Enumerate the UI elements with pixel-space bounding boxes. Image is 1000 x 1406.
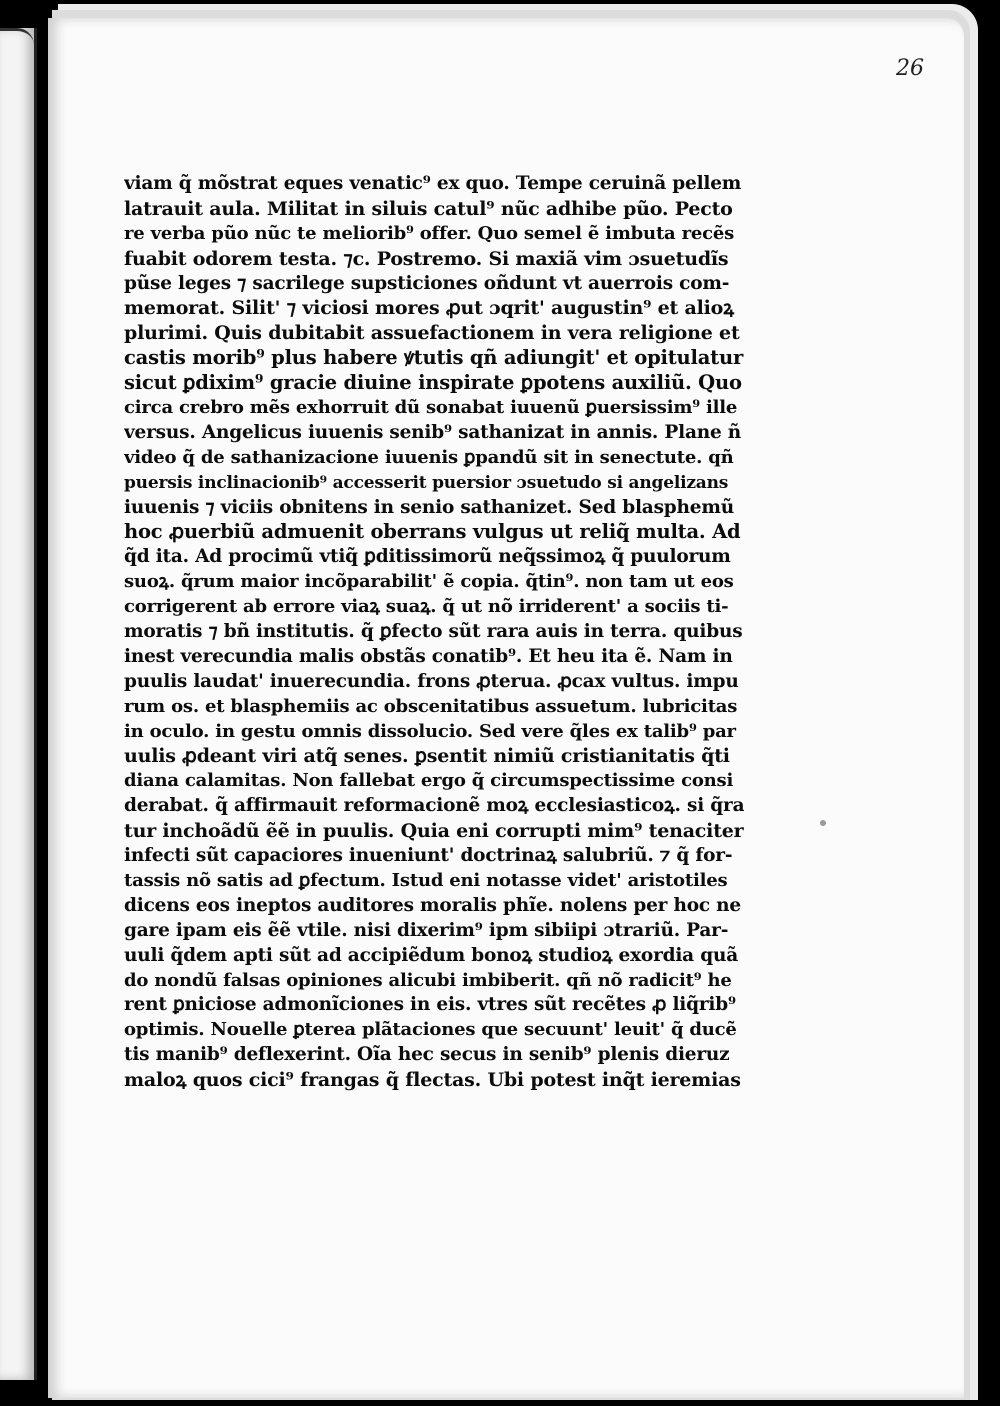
text-line: suoꝝ. q̃rum maior incõparabilit' ẽ copia. q̃tin⁹. non tam ut eos <box>124 571 734 593</box>
text-line: versus. Angelicus iuuenis senib⁹ sathanizat in annis. Plane ñ <box>124 421 742 443</box>
text-line: pũse leges ⁊ sacrilege supsticiones oñdunt vt auerrois com- <box>124 272 730 294</box>
text-line: gare ipam eis ẽẽ vtile. nisi dixerim⁹ ipm sibiipi ɔtrariũ. Par- <box>124 919 729 941</box>
text-line: sicut ꝑdixim⁹ gracie diuine inspirate ꝑpotens auxiliũ. Quo <box>124 371 742 395</box>
text-line: inest verecundia malis obstãs conatib⁹. Et heu ita ẽ. Nam in <box>124 645 733 667</box>
text-line: corrigerent ab errore viaꝝ suaꝝ. q̃ ut nõ irriderent' a sociis ti- <box>124 596 729 618</box>
text-line: derabat. q̃ affirmauit reformacionẽ moꝝ ecclesiasticoꝝ. si q̃ra <box>124 795 744 817</box>
left-facing-page-edge <box>0 28 37 1380</box>
text-line: circa crebro mẽs exhorruit dũ sonabat iuuenũ ꝑuersissim⁹ ille <box>124 397 738 419</box>
text-line: puulis laudat' inuerecundia. frons ꝓterua. ꝓcax vultus. impu <box>124 670 739 692</box>
text-line: rent ꝑniciose admonĩciones in eis. vtres sũt recẽtes ꝓ liq̃rib⁹ <box>124 994 736 1016</box>
text-line: tis manib⁹ deflexerint. Oĩa hec secus in senib⁹ plenis dieruz <box>124 1044 730 1066</box>
text-line: uulis ꝓdeant viri atq̃ senes. ꝑsentit nimiũ cristianitatis q̃ti <box>124 745 730 768</box>
text-line: castis morib⁹ plus habere ꝟtutis qñ adiungit' et opitulatur <box>124 346 744 370</box>
paper-speck <box>820 820 826 826</box>
text-line: infecti sũt capaciores inueniunt' doctrinaꝝ salubriũ. ⁊ q̃ for- <box>124 845 733 867</box>
text-line: re verba pũo nũc te meliorib⁹ offer. Quo semel ẽ imbuta recẽs <box>124 222 735 244</box>
text-line: tur inchoãdũ ẽẽ in puulis. Quia eni corrupti mim⁹ tenaciter <box>124 820 744 843</box>
text-line: do nondũ falsas opiniones alicubi imbiberit. qñ nõ radicit⁹ he <box>124 969 732 991</box>
folio-number: 26 <box>896 56 924 81</box>
text-line: optimis. Nouelle ꝑterea plãtaciones que secuunt' leuit' q̃ ducẽ <box>124 1019 737 1041</box>
text-line: dicens eos ineptos auditores moralis phĩe. nolens per hoc ne <box>124 894 741 916</box>
text-line: tassis nõ satis ad ꝑfectum. Istud eni notasse videt' aristotiles <box>124 869 728 891</box>
text-line: moratis ⁊ bñ institutis. q̃ ꝑfecto sũt rara auis in terra. quibus <box>124 621 743 643</box>
text-block <box>124 172 744 1093</box>
text-line: puersis inclinacionib⁹ accesserit puersior ɔsuetudo si angelizans <box>124 472 729 493</box>
text-line: rum os. et blasphemiis ac obscenitatibus assuetum. lubricitas <box>124 695 738 717</box>
text-line: viam q̃ mõstrat eques venatic⁹ ex quo. Tempe ceruinã pellem <box>124 173 742 194</box>
text-line: memorat. Silit' ⁊ viciosi mores ꝓut ɔqrit' augustin⁹ et alioꝝ <box>124 297 734 320</box>
text-line: uuli q̃dem apti sũt ad accipiẽdum bonoꝝ studioꝝ exordia quã <box>124 944 738 966</box>
text-line: q̃d ita. Ad procimũ vtiq̃ ꝑditissimorũ neq̃ssimoꝝ q̃ puulorum <box>124 546 731 568</box>
text-line: maloꝝ quos cici⁹ frangas q̃ flectas. Ubi potest inq̃t ieremias <box>124 1069 741 1092</box>
text-line: diana calamitas. Non fallebat ergo q̃ circumspectissime consi <box>124 770 734 792</box>
text-line: hoc ꝓuerbiũ admuenit oberrans vulgus ut reliq̃ multa. Ad <box>124 520 741 544</box>
text-line: in oculo. in gestu omnis dissolucio. Sed vere q̃les ex talib⁹ par <box>124 720 736 742</box>
text-line: video q̃ de sathanizacione iuuenis ꝑpandũ sit in senectute. qñ <box>124 446 734 468</box>
text-line: fuabit odorem testa. ⁊c. Postremo. Si maxiã vim ɔsuetudĩs <box>124 247 729 270</box>
text-line: plurimi. Quis dubitabit assuefactionem in vera religione et <box>124 322 740 345</box>
text-line: latrauit aula. Militat in siluis catul⁹ nũc adhibe pũo. Pecto <box>124 197 733 220</box>
text-line: iuuenis ⁊ viciis obnitens in senio sathanizet. Sed blasphemũ <box>124 496 734 518</box>
